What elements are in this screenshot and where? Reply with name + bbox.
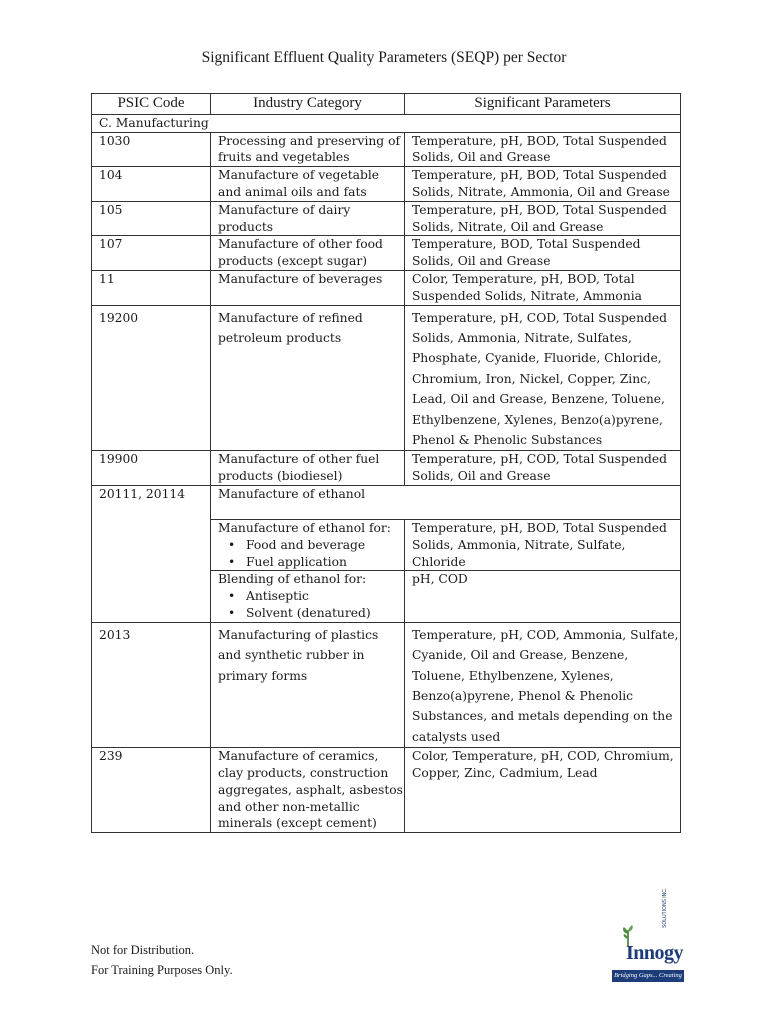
sub-category-label: Blending of ethanol for: xyxy=(218,572,367,587)
logo-wordmark: Innogy xyxy=(626,942,684,964)
parameters-cell: Temperature, pH, COD, Total Suspended Solids, Ammonia, Nitrate, Sulfates, Phosphate, Cyanide, Fluoride, Chloride, Chromium, Iron, Nickel, Copper, Zinc, Lead, Oil and Grease, Benzene, Toluene, Ethylbenzene, Xylenes, Benzo(a)pyrene, Phenol & Phenolic Substances xyxy=(405,305,681,451)
industry-category-cell xyxy=(211,571,405,622)
parameters-cell: Temperature, pH, BOD, Total Suspended Solids, Oil and Grease xyxy=(405,132,681,167)
psic-code-cell: 11 xyxy=(92,270,211,305)
psic-code-cell: 19200 xyxy=(92,305,211,451)
innogy-logo xyxy=(612,887,684,991)
header-significant-parameters: Significant Parameters xyxy=(405,94,681,115)
psic-code-cell: 19900 xyxy=(92,451,211,486)
footer-line-distribution: Not for Distribution. xyxy=(91,943,195,957)
industry-category-cell: Manufacture of ethanol xyxy=(211,486,681,520)
table-row xyxy=(92,236,681,271)
table-row xyxy=(92,201,681,236)
psic-code-cell: 20111, 20114 xyxy=(92,486,211,623)
industry-category-cell: Processing and preserving of fruits and vegetables xyxy=(211,132,405,167)
industry-category-cell: Manufacture of other food products (except sugar) xyxy=(211,236,405,271)
parameters-cell: Temperature, pH, BOD, Total Suspended Solids, Nitrate, Ammonia, Oil and Grease xyxy=(405,167,681,202)
logo-subtext: SOLUTIONS INC. xyxy=(662,887,668,928)
seqp-table xyxy=(91,93,681,833)
industry-category-cell: Manufacture of ceramics, clay products, construction aggregates, asphalt, asbestos and other non-metallic minerals (except cement) xyxy=(211,748,405,833)
table-row xyxy=(92,167,681,202)
parameters-cell: Temperature, pH, COD, Total Suspended Solids, Oil and Grease xyxy=(405,451,681,486)
table-row xyxy=(92,451,681,486)
bullet-list xyxy=(218,588,404,622)
industry-category-cell: Manufacture of vegetable and animal oils and fats xyxy=(211,167,405,202)
table-row xyxy=(92,270,681,305)
parameters-cell: pH, COD xyxy=(405,571,681,622)
parameters-cell: Color, Temperature, pH, COD, Chromium, Copper, Zinc, Cadmium, Lead xyxy=(405,748,681,833)
psic-code-cell: 105 xyxy=(92,201,211,236)
industry-category-cell: Manufacture of other fuel products (biodiesel) xyxy=(211,451,405,486)
psic-code-cell: 2013 xyxy=(92,622,211,747)
header-row xyxy=(92,94,681,115)
industry-category-cell: Manufacture of beverages xyxy=(211,270,405,305)
table-row xyxy=(92,622,681,747)
bullet-list xyxy=(218,537,404,571)
list-item: • Antiseptic xyxy=(228,588,404,605)
table-row xyxy=(92,305,681,451)
parameters-cell: Temperature, pH, BOD, Total Suspended Solids, Nitrate, Oil and Grease xyxy=(405,201,681,236)
header-psic-code: PSIC Code xyxy=(92,94,211,115)
header-industry-category: Industry Category xyxy=(211,94,405,115)
logo-tagline: Bridging Gaps... Creating Solutions xyxy=(612,970,684,982)
list-item: • Fuel application xyxy=(228,554,404,571)
psic-code-cell: 1030 xyxy=(92,132,211,167)
section-row xyxy=(92,114,681,132)
parameters-cell: Temperature, pH, COD, Ammonia, Sulfate, Cyanide, Oil and Grease, Benzene, Toluene, Ethylbenzene, Xylenes, Benzo(a)pyrene, Phenol & Phenolic Substances, and metals depending on the catalysts used xyxy=(405,622,681,747)
psic-code-cell: 107 xyxy=(92,236,211,271)
psic-code-cell: 104 xyxy=(92,167,211,202)
parameters-cell: Temperature, BOD, Total Suspended Solids, Oil and Grease xyxy=(405,236,681,271)
psic-code-cell: 239 xyxy=(92,748,211,833)
footer-note xyxy=(91,940,233,980)
industry-category-cell: Manufacture of dairy products xyxy=(211,201,405,236)
industry-category-cell: Manufacturing of plastics and synthetic rubber in primary forms xyxy=(211,622,405,747)
sub-category-label: Manufacture of ethanol for: xyxy=(218,521,391,535)
industry-category-cell: Manufacture of refined petroleum products xyxy=(211,305,405,451)
parameters-cell: Color, Temperature, pH, BOD, Total Suspended Solids, Nitrate, Ammonia xyxy=(405,270,681,305)
parameters-cell: Temperature, pH, BOD, Total Suspended Solids, Ammonia, Nitrate, Sulfate, Chloride xyxy=(405,520,681,571)
list-item: • Food and beverage xyxy=(228,537,404,554)
document-title: Significant Effluent Quality Parameters (SEQP) per Sector xyxy=(201,49,567,66)
table-row xyxy=(92,486,681,520)
section-label: C. Manufacturing xyxy=(92,114,681,132)
table-row xyxy=(92,748,681,833)
table-row xyxy=(92,132,681,167)
industry-category-cell xyxy=(211,520,405,571)
footer-line-training: For Training Purposes Only. xyxy=(91,963,233,977)
list-item: • Solvent (denatured) xyxy=(228,605,404,622)
